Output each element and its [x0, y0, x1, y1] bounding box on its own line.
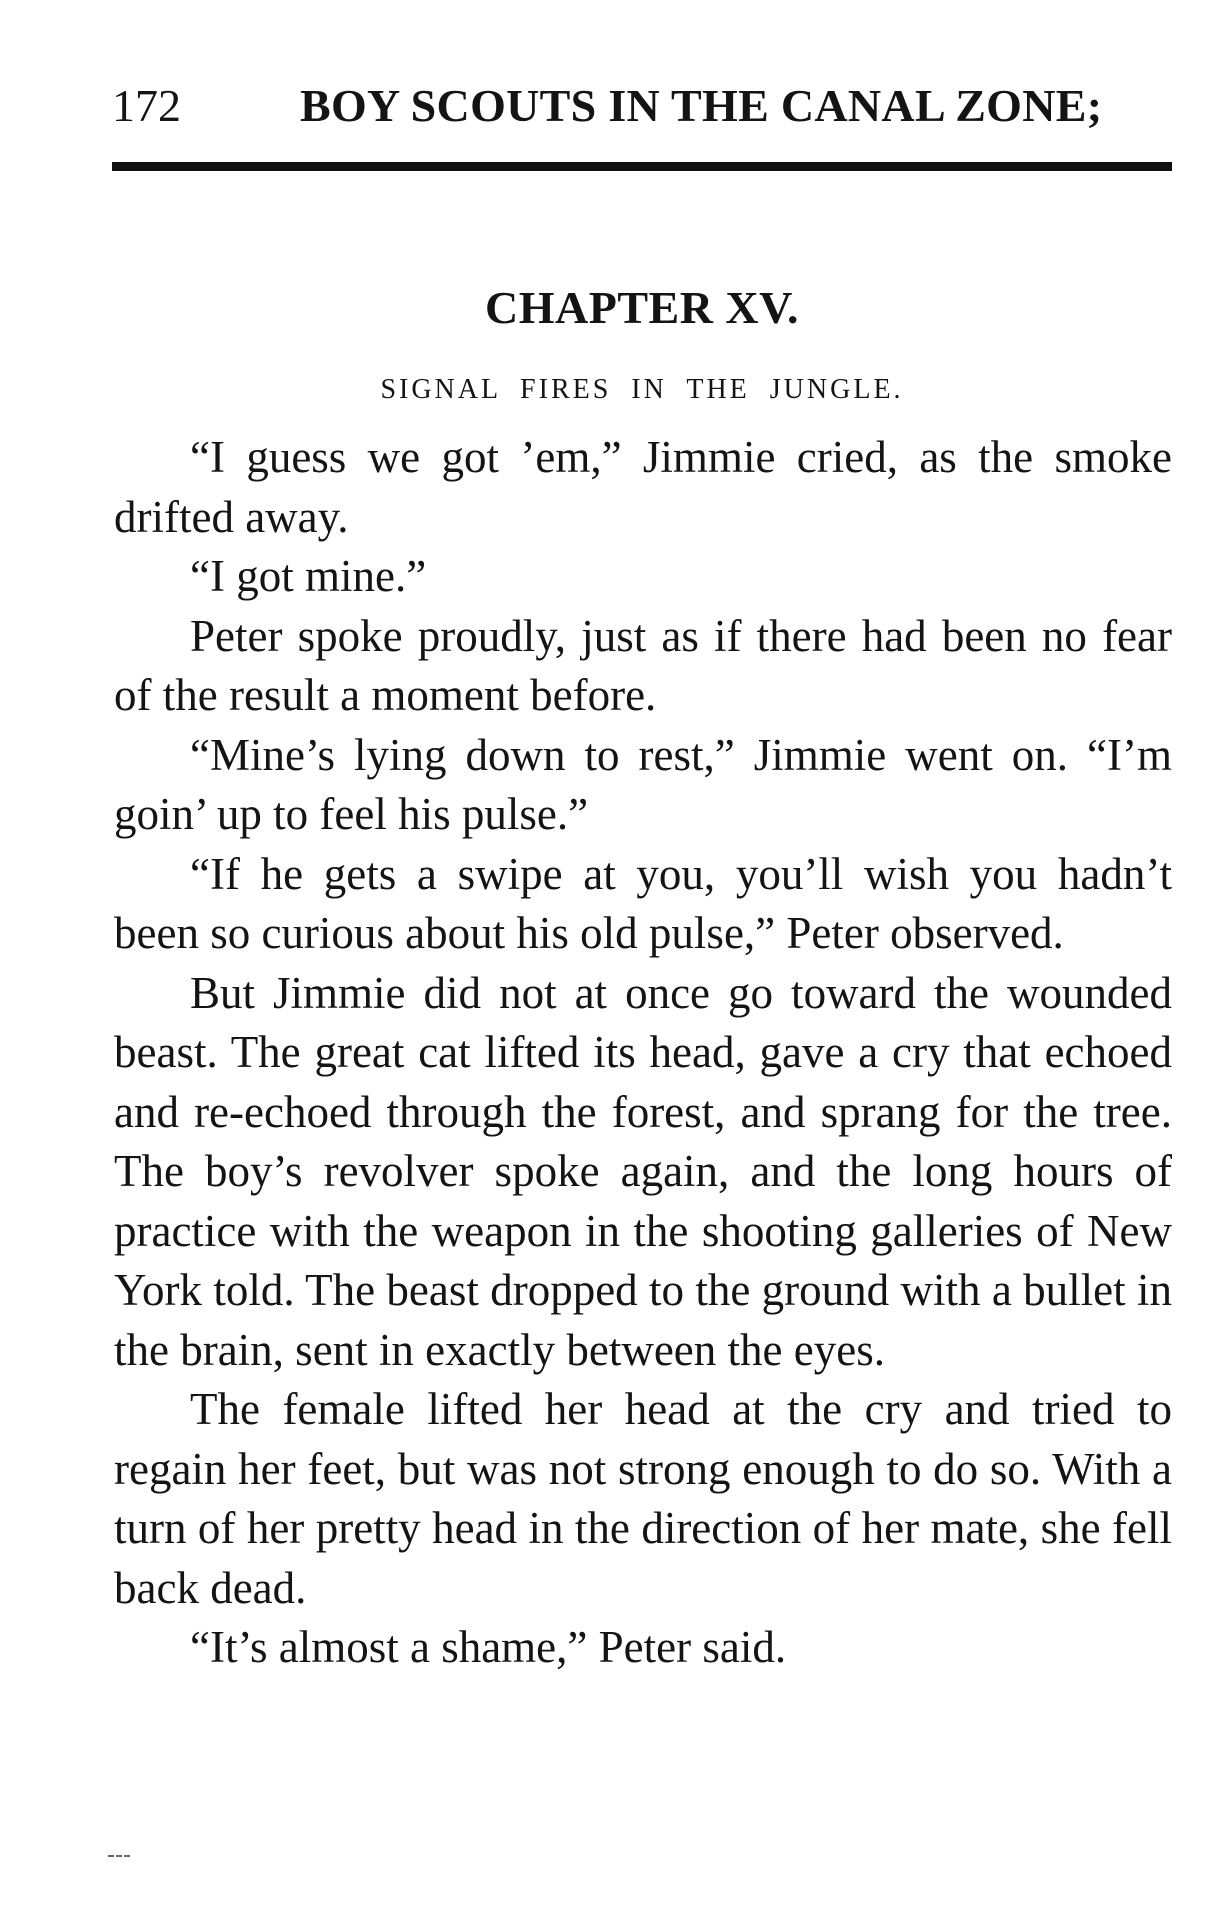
paragraph: The female lifted her head at the cry and tried to regain her feet, but was not strong enough to do so. With a turn of her pretty head in the direction of her mate, she fell back dead. — [114, 1384, 1172, 1613]
paragraph: “I got mine.” — [190, 551, 427, 601]
header-rule — [112, 162, 1172, 171]
body-text — [114, 428, 1172, 1678]
chapter-subtitle: SIGNAL FIRES IN THE JUNGLE. — [380, 374, 904, 405]
running-title: BOY SCOUTS IN THE CANAL ZONE; — [300, 80, 1103, 131]
paragraph: “If he gets a swipe at you, you’ll wish you hadn’t been so curious about his old pulse,” Peter observed. — [114, 848, 1172, 958]
paragraph: “I guess we got ’em,” Jimmie cried, as the smoke drifted away. — [114, 432, 1172, 542]
paragraph: Peter spoke proudly, just as if there had been no fear of the result a moment before. — [114, 610, 1172, 720]
paragraph: “It’s almost a shame,” Peter said. — [190, 1622, 787, 1672]
chapter-title: CHAPTER XV. — [485, 282, 799, 333]
running-head — [112, 76, 1172, 136]
paragraph: “Mine’s lying down to rest,” Jimmie went on. “I’m goin’ up to feel his pulse.” — [114, 729, 1172, 839]
page-number: 172 — [112, 80, 181, 131]
paragraph: But Jimmie did not at once go toward the wounded beast. The great cat lifted its head, gave a cry that echoed and re-echoed through the forest, and sprang for the tree. The boy’s revolver spoke again, and the long hours of practice with the weapon in the shooting galleries of New York told. The beast dropped to the ground with a bullet in the brain, sent in exactly between the eyes. — [114, 967, 1172, 1375]
ink-mark — [108, 1855, 130, 1860]
